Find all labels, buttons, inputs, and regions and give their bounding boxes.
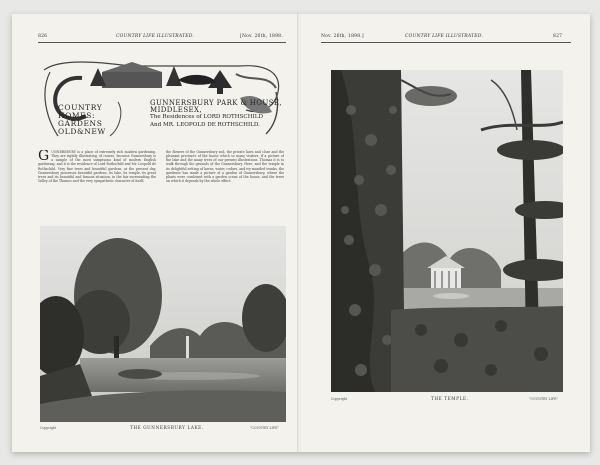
right-page [301, 14, 590, 452]
residence-line-2: And MR. LEOPOLD DE ROTHSCHILD. [150, 121, 260, 128]
header-rule [38, 42, 286, 43]
svg-text:COUNTRY: COUNTRY [58, 103, 103, 112]
lake-caption: THE GUNNERSBURY LAKE. [130, 425, 204, 430]
svg-text:GARDENS: GARDENS [58, 119, 103, 128]
running-title-right: COUNTRY LIFE ILLUSTRATED. [405, 34, 484, 39]
photo-credit-left: Copyright [40, 426, 57, 430]
photo-credit-right-right-page: "COUNTRY LIFE" [529, 397, 558, 401]
title-banner [40, 52, 286, 142]
county-name: MIDDLESEX, [150, 106, 203, 115]
article-column-1 [38, 150, 156, 214]
left-page [12, 14, 299, 452]
drop-cap: G [38, 150, 50, 164]
issue-date: [Nov. 26th, 1898. [240, 34, 283, 39]
place-name: GUNNERSBURY PARK & HOUSE, [150, 99, 283, 107]
temple-scene-image [331, 70, 563, 392]
page-number-right: 827 [553, 34, 563, 39]
lake-photograph [40, 226, 286, 422]
article-text-1: UNNERSBURY is a place of extremely rich modern gardening. They are rightly illustrating, of course, because Gunnersbury is a sample of the most sumptuous kind of modern English gardening, and it is the residence of Lord Rothschild and Mr. Leopold de Rothschild. Very fine trees and beautiful gardens, at the present day, Gunnersbury possesses beautiful gardens; its lake, its temple, its great trees and its beautiful and famous situation, in the fair surrounding the Valley of the Thames and the very sympathetic character of itself. [38, 150, 156, 184]
page-number: 826 [38, 34, 48, 39]
article-column-2 [166, 150, 284, 214]
photo-credit-right: "COUNTRY LIFE" [250, 426, 279, 430]
running-title: COUNTRY LIFE ILLUSTRATED. [116, 34, 195, 39]
article-text-2: the flowers of the Gunnersbury soil, the private lawn and close and the pleasant precincts of the house which so many visitors, if a picture of the lake and the many trees of our present illustrations. Thomas it is to walk through the grounds of the Gunnersbury. Here, and the temple in its delightful setting of lawns, water, cedars, and ivy-mantled trunks, the gardener has made a picture of a garden of Gunnersbury, where the plants were combined with a garden scene of the house, and the trees on which it depends by the whole effect. [166, 150, 284, 184]
svg-text:HOMES:: HOMES: [58, 111, 96, 120]
temple-caption: THE TEMPLE. [431, 396, 469, 401]
svg-text:OLD&NEW: OLD&NEW [58, 127, 106, 136]
magazine-spread [12, 14, 590, 452]
issue-date-right: Nov. 26th, 1898.] [321, 34, 364, 39]
residence-line-1: The Residences of LORD ROTHSCHILD [150, 114, 263, 121]
lake-scene-image [40, 226, 286, 422]
banner-heading [150, 100, 282, 129]
temple-photograph [331, 70, 563, 392]
photo-credit-left-right-page: Copyright [331, 397, 348, 401]
header-rule-right [321, 42, 571, 43]
